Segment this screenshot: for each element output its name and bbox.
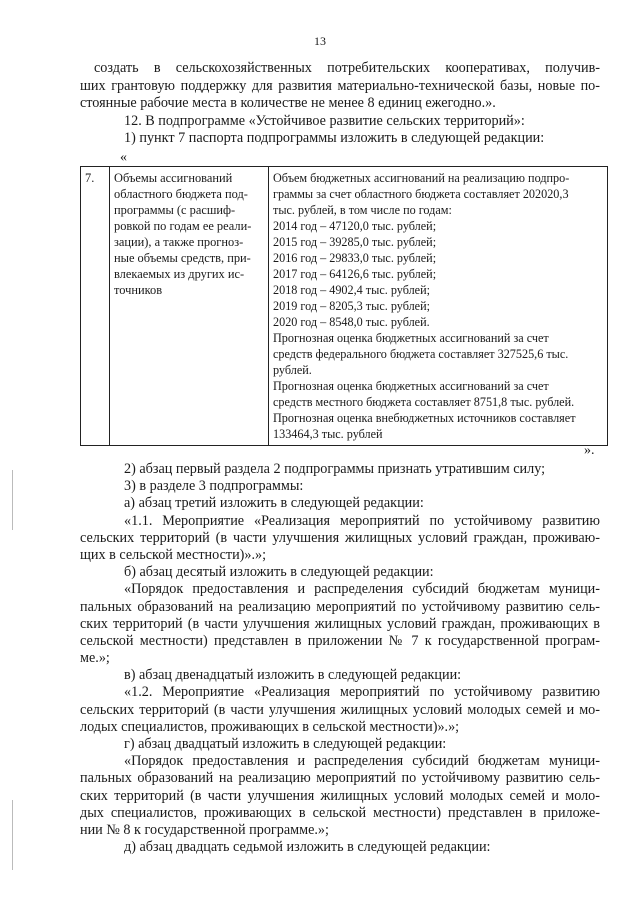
value-line: рублей. xyxy=(273,363,312,377)
label-line: влекаемых из других ис- xyxy=(114,267,245,281)
text-line: дых специалистов, проживающих в сельской местности) представлен в приложе- xyxy=(80,804,600,821)
text-line: сельских территорий (в части улучшения жилищных условий граждан, проживаю- xyxy=(80,529,600,546)
page-number: 13 xyxy=(314,34,326,48)
value-line: 2016 год – 29833,0 тыс. рублей; xyxy=(273,251,437,265)
text-line: ских территорий (в части улучшения жилищных условий граждан, проживающих в xyxy=(80,615,600,632)
text-line: «Порядок предоставления и распределения субсидий бюджетам муници- xyxy=(124,581,600,598)
text-line: ших грантовую поддержку для развития материально-технической базы, новые по- xyxy=(80,77,600,94)
text-line: в) абзац двенадцатый изложить в следующей редакции: xyxy=(124,667,462,684)
text-line: пальных образований на реализацию мероприятий по устойчивому развитию сель- xyxy=(80,598,600,615)
text-line: 12. В подпрограмме «Устойчивое развитие сельских территорий»: xyxy=(124,112,525,129)
text-line: д) абзац двадцать седьмой изложить в следующей редакции: xyxy=(124,839,491,856)
value-line: Прогнозная оценка внебюджетных источников составляет xyxy=(273,411,576,425)
passport-table xyxy=(80,166,608,446)
scan-edge-mark xyxy=(12,800,13,870)
text-line: ских территорий (в части улучшения жилищных условий молодых семей и моло- xyxy=(80,787,600,804)
value-line: 2020 год – 8548,0 тыс. рублей. xyxy=(273,315,430,329)
label-line: зации), а также прогноз- xyxy=(114,235,244,249)
table-row xyxy=(81,167,608,446)
text-line: 1) пункт 7 паспорта подпрограммы изложить в следующей редакции: xyxy=(124,130,545,147)
label-line: областного бюджета под- xyxy=(114,187,248,201)
amendments-text xyxy=(80,461,600,856)
text-line: создать в сельскохозяйственных потребительских кооперативах, получив- xyxy=(94,60,600,76)
text-line: «1.2. Мероприятие «Реализация мероприятий по устойчивому развитию xyxy=(124,684,600,701)
text-line: а) абзац третий изложить в следующей редакции: xyxy=(124,495,424,512)
text-line: 3) в разделе 3 подпрограммы: xyxy=(124,478,304,495)
row-label-cell xyxy=(110,167,269,446)
value-line: Объем бюджетных ассигнований на реализацию подпро- xyxy=(273,171,570,185)
label-line: программы (с расшиф- xyxy=(114,203,236,217)
text-line: сельских территорий (в части улучшения жилищных условий молодых семей и мо- xyxy=(80,701,600,718)
text-line: лодых специалистов, проживающих в сельской местности)».»; xyxy=(80,718,460,735)
value-line: тыс. рублей, в том числе по годам: xyxy=(273,203,452,217)
value-line: Прогнозная оценка бюджетных ассигнований за счет xyxy=(273,379,549,393)
label-line: точников xyxy=(114,283,163,297)
quote-close: ». xyxy=(584,443,595,458)
value-line: граммы за счет областного бюджета составляет 202020,3 xyxy=(273,187,569,201)
text-line: нии № 8 к государственной программе.»; xyxy=(80,821,329,838)
value-line: Прогнозная оценка бюджетных ассигнований за счет xyxy=(273,331,549,345)
value-line: 2018 год – 4902,4 тыс. рублей; xyxy=(273,283,430,297)
value-line: средств федерального бюджета составляет 327525,6 тыс. xyxy=(273,347,569,361)
row-value-cell xyxy=(269,167,608,446)
quote-open: « xyxy=(120,150,127,165)
value-line: 2015 год – 39285,0 тыс. рублей; xyxy=(273,235,437,249)
text-line: б) абзац десятый изложить в следующей редакции: xyxy=(124,564,434,581)
text-line: г) абзац двадцатый изложить в следующей редакции: xyxy=(124,736,447,752)
scan-edge-mark xyxy=(12,470,13,530)
value-line: средств местного бюджета составляет 8751,8 тыс. рублей. xyxy=(273,395,575,409)
text-line: сельской местности) представлен в приложении № 7 к государственной програм- xyxy=(80,632,600,649)
text-line: щих в сельской местности)».»; xyxy=(80,546,267,563)
text-line: «1.1. Мероприятие «Реализация мероприятий по устойчивому развитию xyxy=(124,512,600,529)
value-line: 2014 год – 47120,0 тыс. рублей; xyxy=(273,219,437,233)
text-line: стоянные рабочие места в количестве не менее 8 единиц ежегодно.». xyxy=(80,95,496,112)
text-line: ме.»; xyxy=(80,650,110,667)
row-number-cell: 7. xyxy=(81,167,110,446)
text-line: 2) абзац первый раздела 2 подпрограммы признать утратившим силу; xyxy=(124,461,546,477)
intro-text xyxy=(80,60,600,148)
text-line: «Порядок предоставления и распределения субсидий бюджетам муници- xyxy=(124,753,600,770)
value-line: 2017 год – 64126,6 тыс. рублей; xyxy=(273,267,437,281)
value-line: 133464,3 тыс. рублей xyxy=(273,427,383,441)
value-line: 2019 год – 8205,3 тыс. рублей; xyxy=(273,299,430,313)
label-line: ровкой по годам ее реали- xyxy=(114,219,252,233)
text-line: пальных образований на реализацию мероприятий по устойчивому развитию сель- xyxy=(80,770,600,787)
label-line: ные объемы средств, при- xyxy=(114,251,251,265)
label-line: Объемы ассигнований xyxy=(114,171,233,185)
